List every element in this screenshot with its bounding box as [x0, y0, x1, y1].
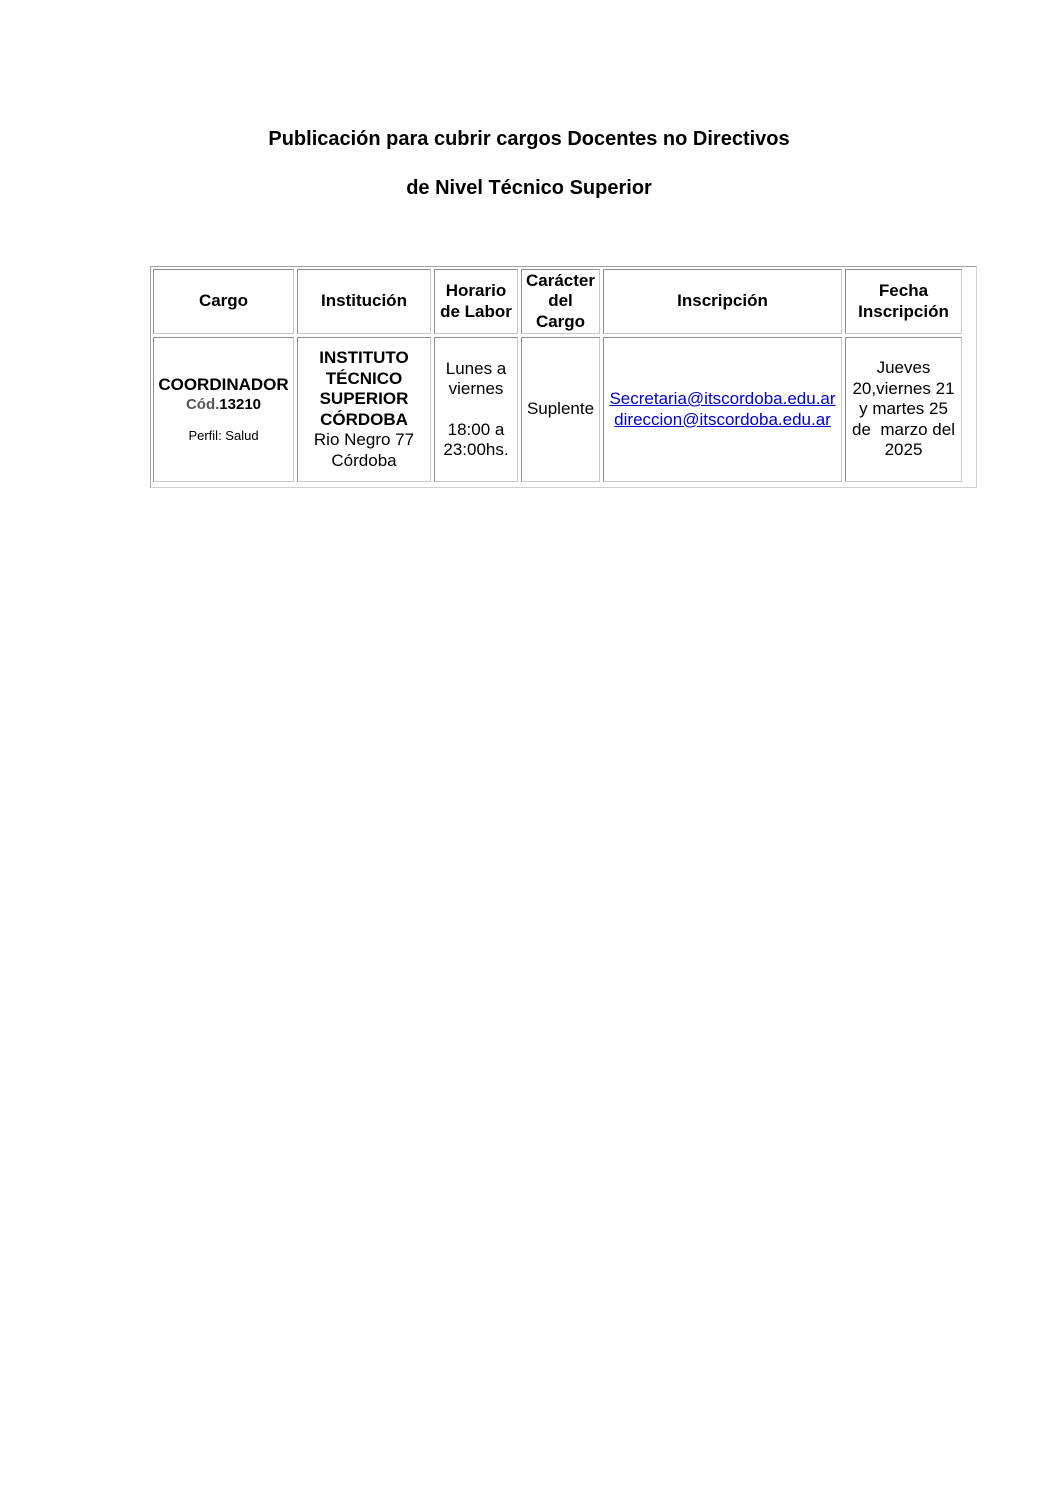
cell-horario	[434, 337, 518, 482]
fecha-line: y martes 25	[859, 399, 948, 419]
cargo-perfil: Perfil: Salud	[188, 427, 259, 443]
institucion-line: TÉCNICO	[325, 368, 403, 388]
cargo-code	[154, 396, 293, 414]
cell-caracter: Suplente	[521, 337, 600, 482]
institucion-line: INSTITUTO	[319, 348, 409, 367]
horario-days: Lunes a	[445, 358, 507, 378]
horario-days: viernes	[448, 379, 504, 398]
cargo-code-value: 13210	[219, 395, 262, 413]
spacer	[435, 400, 517, 420]
email-link-direccion[interactable]: direccion@itscordoba.edu.ar	[614, 409, 831, 429]
table-header-row	[153, 269, 962, 334]
institucion-line: CÓRDOBA	[320, 409, 408, 429]
cargo-code-label: Cód.	[185, 395, 220, 413]
cell-institucion	[297, 337, 431, 482]
cell-inscripcion	[603, 337, 842, 482]
table-row	[153, 337, 962, 482]
fecha-line: Jueves	[876, 358, 931, 378]
horario-hours: 23:00hs.	[443, 440, 509, 459]
job-posting-table	[150, 266, 965, 485]
institucion-address: Rio Negro 77	[313, 430, 415, 449]
fecha-line: de marzo del	[852, 419, 955, 439]
cargo-name: COORDINADOR	[158, 375, 289, 395]
header-cargo: Cargo	[153, 269, 294, 334]
page-subtitle: de Nivel Técnico Superior	[406, 177, 652, 199]
horario-hours: 18:00 a	[447, 419, 505, 439]
header-horario: Horario de Labor	[434, 269, 518, 334]
header-fecha: Fecha Inscripción	[845, 269, 962, 334]
cell-cargo	[153, 337, 294, 482]
header-inscripcion: Inscripción	[603, 269, 842, 334]
institucion-city: Córdoba	[331, 450, 397, 470]
institucion-line: SUPERIOR	[319, 389, 409, 408]
page-title: Publicación para cubrir cargos Docentes no Directivos	[268, 128, 790, 150]
header-institucion: Institución	[297, 269, 431, 334]
fecha-line: 2025	[884, 440, 923, 460]
header-caracter: Carácter del Cargo	[521, 269, 600, 334]
email-link-secretaria[interactable]: Secretaria@itscordoba.edu.ar	[609, 389, 836, 408]
fecha-line: 20,viernes 21	[852, 378, 955, 398]
cell-fecha	[845, 337, 962, 482]
